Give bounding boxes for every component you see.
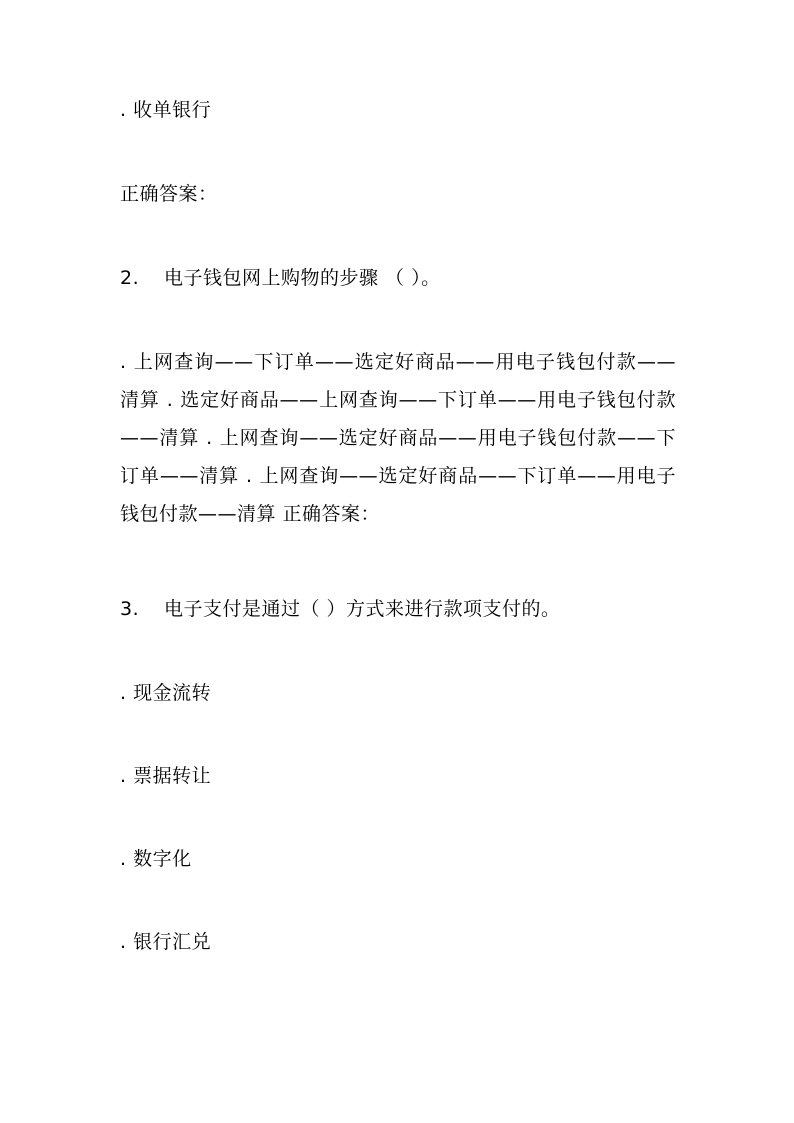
option-d: . 银行汇兑	[120, 931, 212, 953]
option-line: . 收单银行	[120, 99, 212, 121]
option-b: . 票据转让	[120, 765, 212, 787]
option-a: . 现金流转	[120, 682, 212, 704]
question-number: 3.	[120, 598, 140, 620]
question-3	[120, 597, 561, 621]
question-text: 电子支付是通过（ ）方式来进行款项支付的。	[164, 598, 561, 620]
answer-label: 正确答案：	[120, 183, 218, 205]
question-text: 电子钱包网上购物的步骤 （ ）。	[164, 267, 441, 289]
question-2	[120, 266, 441, 290]
question-number: 2.	[120, 267, 140, 289]
question-2-options-paragraph: . 上网查询——下订单——选定好商品——用电子钱包付款——清算 . 选定好商品——上网查询——下订单——用电子钱包付款——清算 . 上网查询——选定好商品——用电子钱包付款——下订单——清算 . 上网查询——选定好商品——下订单——用电子钱包付款——清算 正确答案：	[120, 351, 676, 525]
option-c: . 数字化	[120, 848, 192, 870]
